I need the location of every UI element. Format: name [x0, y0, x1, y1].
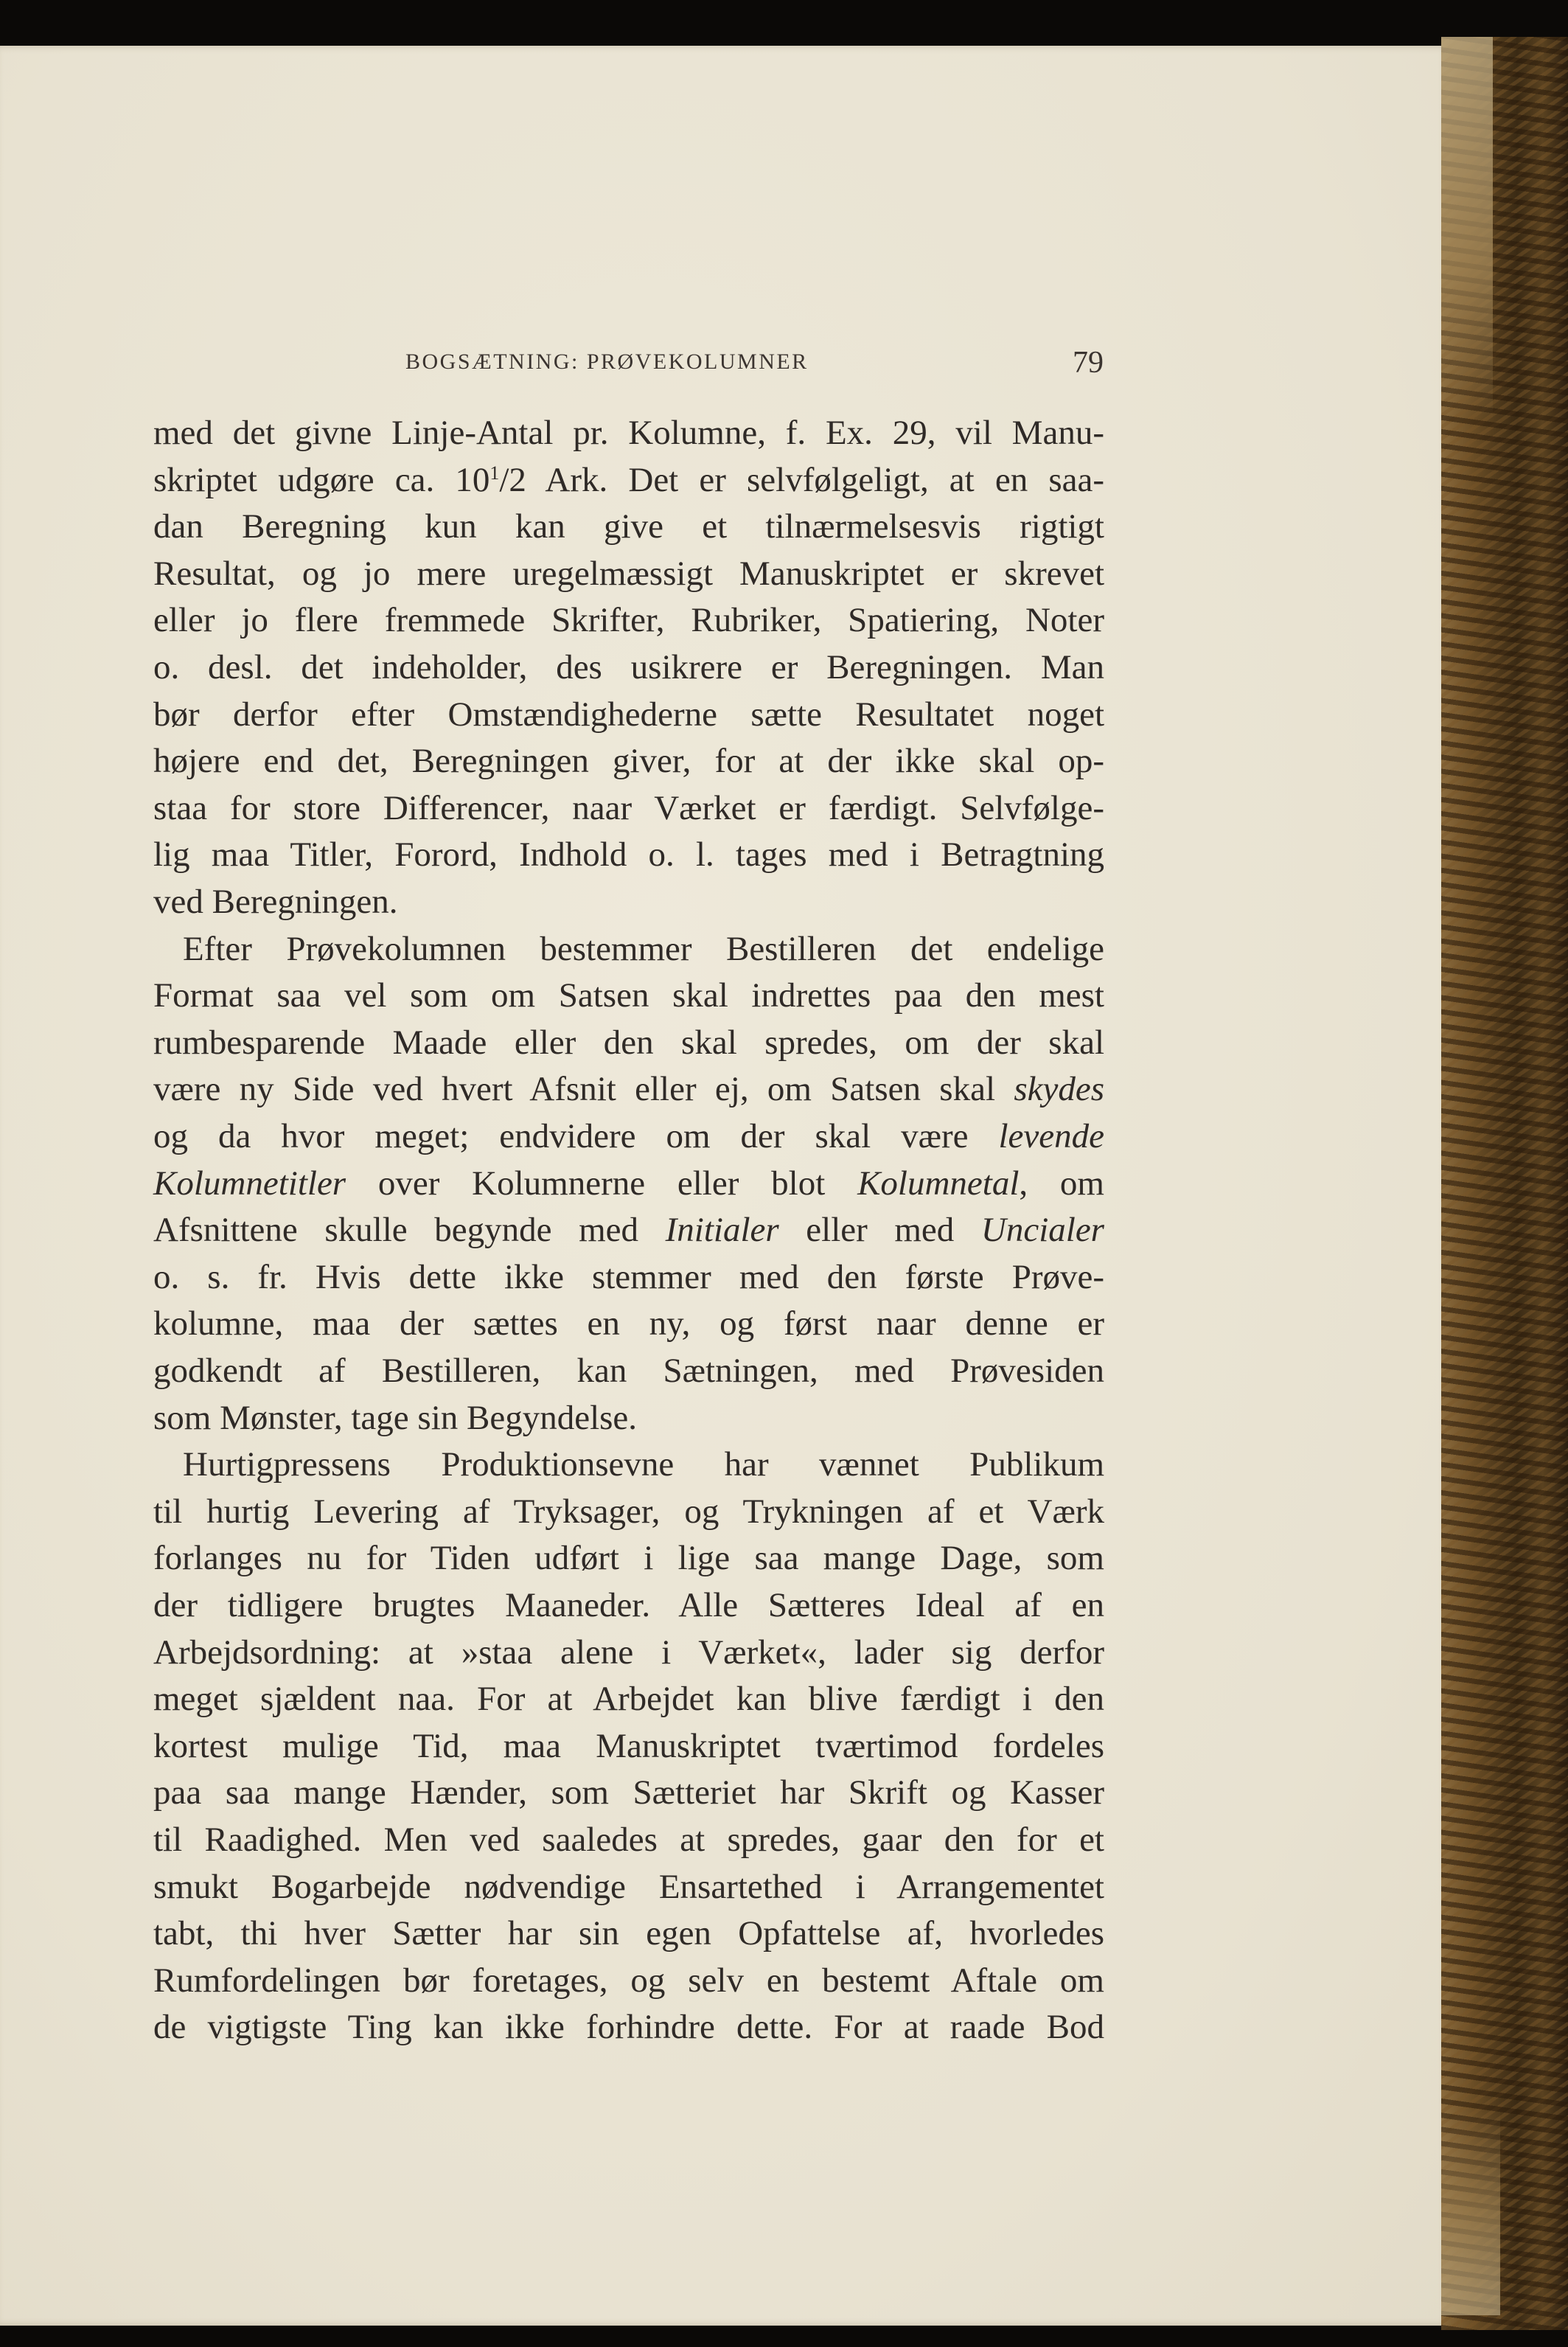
text-run: o. desl. det indeholder, des usikrere er Beregningen. Man — [153, 648, 1104, 686]
text-line — [153, 1678, 1104, 1720]
text-run: Arbejdsordning: at »staa alene i Værket«, lader sig derfor — [153, 1633, 1104, 1672]
text-run: skriptet udgøre ca. 10 — [153, 460, 490, 499]
text-line — [153, 1163, 1104, 1204]
text-line — [153, 1068, 1104, 1110]
italic-term: Kolumnetitler — [153, 1164, 346, 1203]
text-line — [153, 1913, 1104, 1954]
text-run: smukt Bogarbejde nødvendige Ensartethed i Arrangementet — [153, 1867, 1104, 1906]
text-run: med det givne Linje-Antal pr. Kolumne, f. Ex. 29, vil Manu- — [153, 414, 1104, 452]
text-line — [153, 1632, 1104, 1673]
text-run: /2 Ark. Det er selvfølgeligt, at en saa- — [499, 460, 1104, 499]
text-run: eller med — [778, 1211, 981, 1250]
text-run: der tidligere brugtes Maaneder. Alle Sætteres Ideal af en — [153, 1586, 1104, 1624]
text-line — [153, 647, 1104, 688]
text-run: være ny Side ved hvert Afsnit eller ej, om Satsen skal — [153, 1070, 1014, 1109]
text-run: eller jo flere fremmede Skrifter, Rubriker, Spatiering, Noter — [153, 601, 1104, 640]
text-line — [153, 1725, 1104, 1767]
text-run: paa saa mange Hænder, som Sætteriet har Skrift og Kasser — [153, 1773, 1104, 1812]
italic-term: Kolumnetal — [857, 1164, 1020, 1203]
text-run: godkendt af Bestilleren, kan Sætningen, med Prøvesiden — [153, 1352, 1104, 1390]
text-line — [183, 1444, 1104, 1485]
italic-term: levende — [998, 1117, 1104, 1155]
text-line — [153, 2006, 1104, 2048]
text-line — [153, 412, 1104, 453]
spine-wear-top — [1441, 37, 1493, 420]
text-run: dan Beregning kun kan give et tilnærmelsesvis rigtigt — [153, 507, 1104, 546]
text-run: Hurtigpressens Produktionsevne har vænnet Publikum — [183, 1445, 1104, 1484]
running-head: BOGSÆTNING: PRØVEKOLUMNER — [405, 350, 809, 374]
text-line — [153, 1585, 1104, 1626]
text-line — [153, 1772, 1104, 1813]
text-run: meget sjældent naa. For at Arbejdet kan blive færdigt i den — [153, 1680, 1104, 1719]
text-line — [183, 928, 1104, 970]
text-run: , om — [1019, 1164, 1104, 1203]
text-run: til hurtig Levering af Tryksager, og Trykningen af et Værk — [153, 1492, 1104, 1531]
text-run: tabt, thi hver Sætter har sin egen Opfattelse af, hvorledes — [153, 1914, 1104, 1953]
text-line — [153, 834, 1104, 875]
page-number: 79 — [1073, 346, 1104, 380]
text-run: til Raadighed. Men ved saaledes at spredes, gaar den for et — [153, 1821, 1104, 1859]
text-line — [153, 1116, 1104, 1157]
text-run: de vigtigste Ting kan ikke forhindre dette. For at raade Bod — [153, 2008, 1104, 2047]
italic-term: Initialer — [665, 1211, 779, 1250]
text-line — [153, 1022, 1104, 1063]
text-line — [153, 553, 1104, 594]
text-line — [153, 1350, 1104, 1391]
text-run: og da hvor meget; endvidere om der skal være — [153, 1117, 999, 1155]
text-run: bør derfor efter Omstændighederne sætte Resultatet noget — [153, 695, 1104, 734]
superscript: 1 — [489, 462, 500, 484]
text-run: Format saa vel som om Satsen skal indrettes paa den mest — [153, 976, 1104, 1015]
text-run: Rumfordelingen bør foretages, og selv en bestemt Aftale om — [153, 1961, 1104, 2000]
italic-term: skydes — [1014, 1070, 1104, 1109]
text-line — [153, 1491, 1104, 1532]
text-run: o. s. fr. Hvis dette ikke stemmer med den første Prøve- — [153, 1257, 1104, 1296]
text-run: kortest mulige Tid, maa Manuskriptet tværtimod fordeles — [153, 1726, 1104, 1765]
text-line — [153, 1537, 1104, 1579]
text-run: rumbesparende Maade eller den skal spredes, om der skal — [153, 1023, 1104, 1062]
text-line — [153, 1209, 1104, 1251]
book-page — [0, 46, 1451, 2326]
text-line — [153, 787, 1104, 829]
text-run: ved Beregningen. — [153, 883, 398, 921]
text-run: Afsnittene skulle begynde med — [153, 1211, 666, 1250]
text-run: over Kolumnerne eller blot — [346, 1164, 858, 1203]
text-line — [153, 975, 1104, 1016]
spine-wear-bottom — [1441, 2109, 1500, 2315]
text-line — [153, 459, 1104, 501]
text-line — [153, 694, 1104, 735]
text-line — [153, 1866, 1104, 1908]
text-line — [153, 1819, 1104, 1860]
text-run: Resultat, og jo mere uregelmæssigt Manuskriptet er skrevet — [153, 554, 1104, 593]
text-line — [153, 1303, 1104, 1344]
text-run: Efter Prøvekolumnen bestemmer Bestilleren det endelige — [183, 929, 1104, 968]
text-run: forlanges nu for Tiden udført i lige saa mange Dage, som — [153, 1539, 1104, 1578]
text-run: som Mønster, tage sin Begyndelse. — [153, 1398, 638, 1437]
text-run: staa for store Differencer, naar Værket er færdigt. Selvfølge- — [153, 788, 1104, 827]
text-run: lig maa Titler, Forord, Indhold o. l. tages med i Betragtning — [153, 835, 1104, 875]
text-line — [153, 881, 1104, 922]
text-line — [153, 599, 1104, 641]
text-run: højere end det, Beregningen giver, for at der ikke skal op- — [153, 742, 1104, 781]
text-line — [153, 506, 1104, 547]
italic-term: Uncialer — [980, 1211, 1104, 1250]
text-line — [153, 1960, 1104, 2001]
text-line — [153, 740, 1104, 782]
text-run: kolumne, maa der sættes en ny, og først naar denne er — [153, 1304, 1104, 1343]
body-text — [0, 46, 1451, 2326]
text-line — [153, 1397, 1104, 1439]
text-line — [153, 1256, 1104, 1298]
